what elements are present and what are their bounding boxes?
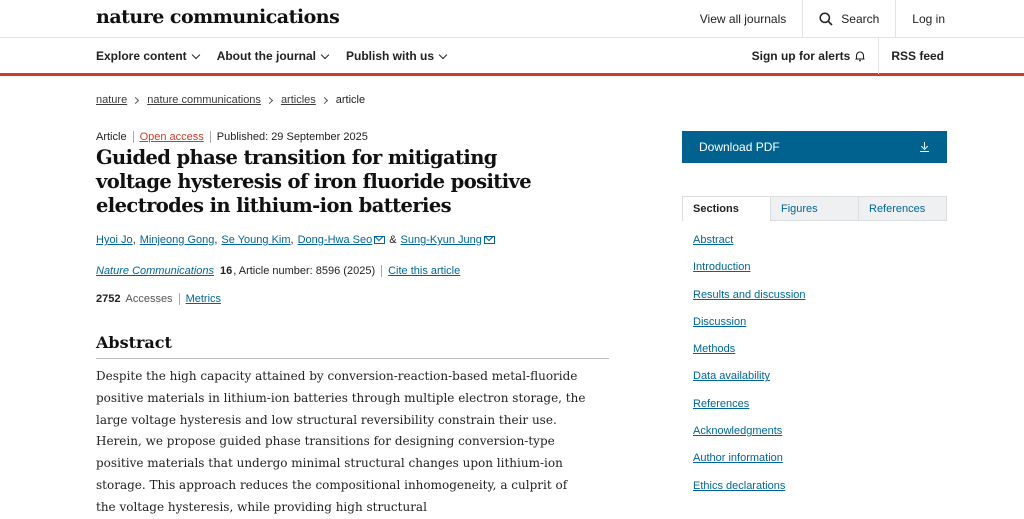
- cite-this-article-link[interactable]: Cite this article: [381, 265, 460, 277]
- site-header: [0, 0, 1024, 38]
- login-link[interactable]: [895, 0, 961, 38]
- section-link-methods[interactable]: Methods: [693, 343, 736, 356]
- breadcrumb-nature-communications[interactable]: nature communications: [147, 94, 261, 106]
- tab-sections-label: Sections: [693, 202, 739, 215]
- nav-publish-label: Publish with us: [346, 49, 435, 63]
- breadcrumb-nature[interactable]: nature: [96, 94, 128, 106]
- published-date: Published: 29 September 2025: [210, 131, 374, 143]
- breadcrumb-current: article: [335, 94, 366, 106]
- accesses-label: Accesses: [125, 293, 173, 305]
- author-link[interactable]: Dong-Hwa Seo: [297, 234, 373, 246]
- nav-explore-content[interactable]: [96, 49, 199, 63]
- author-link[interactable]: Se Young Kim: [221, 234, 291, 246]
- volume: 16: [220, 265, 233, 277]
- chevron-down-icon: [439, 50, 447, 58]
- article-meta: [96, 131, 374, 143]
- metrics-line: [96, 293, 221, 305]
- section-link-acknowledgments[interactable]: Acknowledgments: [693, 425, 783, 438]
- login-label: Log in: [912, 12, 945, 26]
- section-link-discussion[interactable]: Discussion: [693, 315, 747, 328]
- abstract-heading: Abstract: [96, 333, 609, 359]
- chevron-right-icon: [266, 96, 273, 103]
- sidebar-tabs: [682, 196, 947, 221]
- sections-list: [693, 234, 806, 507]
- section-link-ethics-declarations[interactable]: Ethics declarations: [693, 479, 786, 492]
- section-link-introduction[interactable]: Introduction: [693, 261, 751, 274]
- accesses-count: 2752: [96, 293, 121, 305]
- article-number: , Article number: 8596 (2025): [233, 265, 376, 277]
- author-link[interactable]: Hyoi Jo: [96, 234, 133, 246]
- section-link-abstract[interactable]: Abstract: [693, 234, 734, 246]
- mail-icon[interactable]: [374, 236, 385, 244]
- view-all-journals-label: View all journals: [699, 12, 787, 26]
- chevron-down-icon: [191, 50, 199, 58]
- alerts-label: Sign up for alerts: [751, 49, 851, 63]
- chevron-down-icon: [321, 50, 329, 58]
- author-link[interactable]: Sung-Kyun Jung: [400, 234, 482, 246]
- tab-references-label: References: [869, 202, 926, 215]
- tab-references[interactable]: [858, 197, 946, 220]
- download-pdf-label: Download PDF: [699, 140, 780, 154]
- section-link-author-information[interactable]: Author information: [693, 452, 783, 465]
- abstract-text: Despite the high capacity attained by conversion-reaction-based metal-fluoride positive materials in lithium-ion batteries through multiple electron storage, the large voltage hysteresis and low structural reversibility constrain their use. Herein, we propose guided phase transitions for designing conversion-type positive materials that undergo minimal structural changes upon lithium-ion storage. This approach reduces the compositional inhomogeneity, a culprit of the voltage hysteresis, while providing high structural: [96, 369, 586, 514]
- download-icon: [920, 142, 929, 152]
- main-nav: [0, 38, 1024, 76]
- section-link-results[interactable]: Results and discussion: [693, 288, 806, 301]
- author-list: [96, 234, 498, 246]
- tab-sections[interactable]: [683, 197, 770, 221]
- section-link-data-availability[interactable]: Data availability: [693, 370, 771, 383]
- chevron-right-icon: [132, 96, 139, 103]
- author-separator: ,: [132, 234, 136, 246]
- nav-publish-with-us[interactable]: [346, 49, 446, 63]
- breadcrumb-articles[interactable]: articles: [280, 94, 316, 106]
- author-separator: ,: [214, 234, 218, 246]
- bell-icon: [854, 50, 866, 62]
- metrics-link[interactable]: Metrics: [179, 293, 221, 305]
- rss-feed-link[interactable]: [878, 38, 944, 74]
- download-pdf-button[interactable]: [682, 131, 947, 163]
- article-type: Article: [96, 131, 127, 143]
- open-access-link[interactable]: Open access: [133, 131, 210, 143]
- journal-link[interactable]: Nature Communications: [96, 265, 214, 277]
- sign-up-alerts-link[interactable]: [740, 38, 879, 74]
- author-ampersand: &: [389, 234, 397, 246]
- site-logo[interactable]: nature communications: [96, 6, 340, 28]
- header-links: [684, 0, 961, 38]
- nav-about-label: About the journal: [216, 49, 317, 63]
- chevron-right-icon: [321, 96, 328, 103]
- rss-label: RSS feed: [891, 49, 944, 63]
- author-link[interactable]: Minjeong Gong: [139, 234, 215, 246]
- search-button[interactable]: [802, 0, 895, 38]
- search-label: Search: [841, 12, 880, 26]
- view-all-journals-link[interactable]: [684, 0, 803, 38]
- tab-figures-label: Figures: [781, 202, 818, 215]
- author-separator: ,: [290, 234, 294, 246]
- citation-line: [96, 265, 460, 277]
- nav-explore-label: Explore content: [96, 49, 187, 63]
- article-title: Guided phase transition for mitigating voltage hysteresis of iron fluoride positive electrodes in lithium-ion batteries: [96, 146, 532, 217]
- mail-icon[interactable]: [484, 236, 495, 244]
- search-icon: [819, 12, 833, 26]
- breadcrumb: [96, 94, 365, 106]
- tab-figures[interactable]: [770, 197, 858, 220]
- nav-about-journal[interactable]: [217, 49, 328, 63]
- section-link-references[interactable]: References: [693, 397, 750, 410]
